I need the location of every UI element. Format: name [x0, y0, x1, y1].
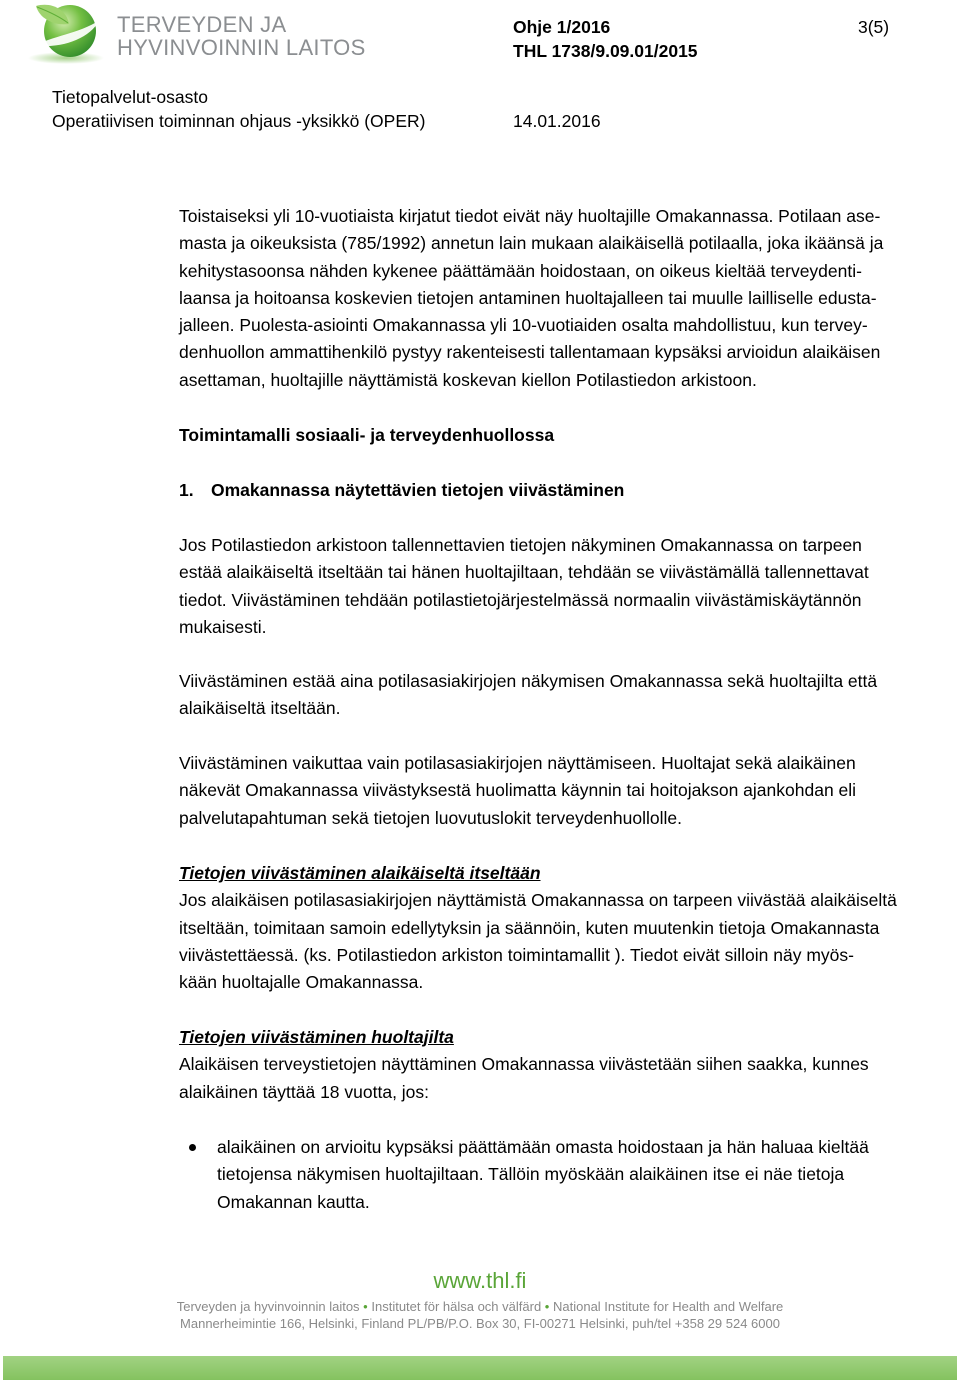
- subsection-minor: [179, 860, 897, 996]
- paragraph-line: alaikäiseltä itseltään.: [179, 698, 341, 719]
- intro-line: jalleen. Puolesta-asiointi Omakannassa yli 10-vuotiaiden osalta mahdollistuu, kun tervey-: [179, 315, 868, 336]
- paragraph-line: Alaikäisen terveystietojen näyttäminen Omakannassa viivästetään siihen saakka, kunnes: [179, 1054, 869, 1075]
- document-date: 14.01.2016: [513, 111, 601, 131]
- numbered-heading: [179, 477, 624, 504]
- footer-name-sv: Institutet för hälsa och välfärd: [371, 1299, 542, 1314]
- page-number: 3(5): [858, 17, 890, 37]
- paragraph-line: viivästettäessä. (ks. Potilastiedon arkiston toimintamallit ). Tiedot eivät silloin näy myös-: [179, 944, 854, 965]
- intro-line: asettaman, huoltajille näyttämistä koskevan kiellon Potilastiedon arkistoon.: [179, 369, 757, 390]
- delay-paragraph-1: [179, 532, 869, 641]
- paragraph-line: Jos alaikäisen potilasasiakirjojen näyttämistä Omakannassa on tarpeen viivästää alaikäiseltä: [179, 890, 897, 911]
- paragraph-line: näkevät Omakannassa viivästyksestä huolimatta käynnin tai hoitojakson ajankohdan eli: [179, 780, 857, 801]
- delay-paragraph-2: [179, 668, 877, 723]
- paragraph-line: estää alaikäiseltä itseltään tai hänen huoltajiltaan, tehdään se viivästämällä tallennettavat: [179, 562, 869, 583]
- subsection-heading: Tietojen viivästäminen huoltajilta: [179, 1027, 454, 1047]
- bullet-text: [217, 1134, 869, 1216]
- paragraph-line: alaikäinen täyttää 18 vuotta, jos:: [179, 1081, 430, 1102]
- intro-line: masta ja oikeuksista (785/1992) annetun lain mukaan alaikäisellä potilaalla, joka ikäänsä ja: [179, 233, 884, 254]
- footer-name-fi: Terveyden ja hyvinvoinnin laitos: [176, 1299, 360, 1314]
- subsection-heading: Tietojen viivästäminen alaikäiseltä itseltään: [179, 863, 541, 883]
- thl-logo-icon: [22, 0, 112, 66]
- bullet-icon: [189, 1144, 196, 1151]
- paragraph-line: palvelutapahtuman sekä tietojen luovutuslokit terveydenhuollolle.: [179, 807, 682, 828]
- paragraph-line: mukaisesti.: [179, 616, 267, 637]
- department: Tietopalvelut-osasto: [52, 87, 208, 107]
- paragraph-line: kään huoltajalle Omakannassa.: [179, 972, 424, 993]
- heading-text: Omakannassa näytettävien tietojen viivästäminen: [211, 480, 625, 500]
- footer-institute-names: [0, 1299, 960, 1315]
- logo-text-line2: HYVINVOINNIN LAITOS: [117, 35, 366, 60]
- heading-number: 1.: [179, 480, 194, 500]
- paragraph-line: tiedot. Viivästäminen tehdään potilastietojärjestelmässä normaalin viivästämiskäytännön: [179, 589, 862, 610]
- intro-line: denhuollon ammattihenkilö pystyy rakenteisesti tallentamaan kypsäksi arvioidun alaikäisen: [179, 342, 881, 363]
- paragraph-line: itseltään, toimitaan samoin edellytyksin ja säännöin, kuten muutenkin tietoja Omakannasta: [179, 917, 880, 938]
- section-heading-wrap: [179, 422, 554, 449]
- paragraph-line: Jos Potilastiedon arkistoon tallennettavien tietojen näkyminen Omakannassa on tarpeen: [179, 535, 862, 555]
- footer-address: Mannerheimintie 166, Helsinki, Finland PL/PB/P.O. Box 30, FI-00271 Helsinki, puh/tel +358 29 524 6000: [180, 1316, 780, 1331]
- delay-paragraph-3: [179, 750, 856, 832]
- numbered-heading-line: [179, 477, 624, 504]
- footer-separator: •: [544, 1299, 550, 1314]
- footer-website-link[interactable]: www.thl.fi: [433, 1268, 527, 1293]
- intro-line: laansa ja hoitoansa koskevien tietojen antaminen huoltajalleen tai muulle lailliselle edusta-: [179, 287, 877, 308]
- section-heading: Toimintamalli sosiaali- ja terveydenhuollossa: [179, 425, 555, 445]
- intro-line: kehitystasoonsa nähden kykenee päättämään hoidostaan, on oikeus kieltää terveydenti-: [179, 260, 862, 281]
- subsection-guardians: [179, 1024, 869, 1106]
- paragraph-line: Viivästäminen estää aina potilasasiakirjojen näkymisen Omakannassa sekä huoltajilta että: [179, 671, 878, 691]
- footer-green-bar: [3, 1356, 957, 1380]
- bullet-line: Omakannan kautta.: [217, 1191, 370, 1212]
- document-type: Ohje 1/2016: [513, 17, 611, 37]
- footer-separator: •: [363, 1299, 368, 1314]
- bullet-list-item: [179, 1134, 879, 1216]
- bullet-line: alaikäinen on arvioitu kypsäksi päättämään omasta hoidostaan ja hän haluaa kieltää: [217, 1137, 869, 1157]
- intro-paragraph: [179, 203, 883, 394]
- intro-line: Toistaiseksi yli 10-vuotiaista kirjatut tiedot eivät näy huoltajille Omakannassa. Potilaan ase-: [179, 206, 881, 226]
- unit: Operatiivisen toiminnan ohjaus -yksikkö (OPER): [52, 111, 426, 131]
- footer-name-en: National Institute for Health and Welfare: [552, 1299, 784, 1314]
- logo-text-line1: TERVEYDEN JA: [117, 12, 287, 37]
- paragraph-line: Viivästäminen vaikuttaa vain potilasasiakirjojen näyttämiseen. Huoltajat sekä alaikäinen: [179, 753, 856, 773]
- bullet-line: tietojensa näkymisen huoltajiltaan. Tällöin myöskään alaikäinen itse ei näe tietoja: [217, 1164, 845, 1185]
- document-number: THL 1738/9.09.01/2015: [513, 41, 698, 61]
